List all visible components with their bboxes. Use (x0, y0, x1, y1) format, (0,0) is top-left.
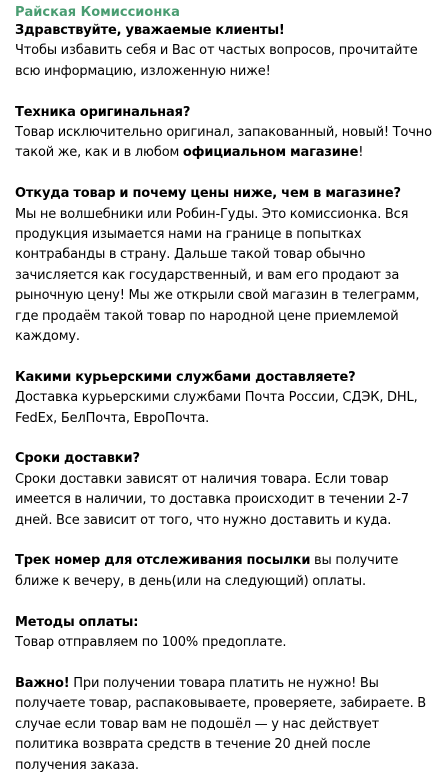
section-greeting (15, 21, 435, 82)
original-text-end: ! (358, 145, 364, 161)
message-text (15, 21, 435, 776)
couriers-heading: Какими курьерскими службами доставляете? (15, 369, 356, 385)
channel-name[interactable]: Райская Комиссионка (15, 5, 180, 20)
official-store-bold: официальном магазине (182, 145, 359, 161)
section-origin (15, 184, 435, 347)
payment-heading: Методы оплаты: (15, 614, 139, 630)
tracking-text: вы получите ближе к вечеру, в день(или на следующий) оплаты. (15, 553, 399, 589)
delivery-heading: Сроки доставки? (15, 451, 140, 467)
section-important (15, 674, 435, 776)
greeting-heading: Здравствуйте, уважаемые клиенты! (15, 23, 285, 38)
important-text: При получении товара платить не нужно! Вы получаете товар, распаковываете, проверяете, забираете. В случае если товар вам не подошёл — у нас действует политика возврата средств в течение 20 дней после получения заказа. (15, 675, 427, 773)
original-heading: Техника оригинальная? (15, 104, 191, 120)
section-tracking (15, 551, 435, 592)
section-couriers (15, 368, 435, 429)
tracking-bold: Трек номер для отслеживания посылки (15, 553, 311, 569)
greeting-text: Чтобы избавить себя и Вас от частых вопросов, прочитайте всю информацию, изложенную ниже! (15, 43, 418, 79)
origin-heading: Откуда товар и почему цены ниже, чем в магазине? (15, 186, 401, 202)
section-delivery (15, 449, 435, 531)
section-original (15, 103, 435, 164)
couriers-text: Доставка курьерскими службами Почта России, СДЭК, DHL, FedEx, БелПочта, ЕвроПочта. (15, 390, 418, 426)
original-text: Товар исключительно оригинал, запакованный, новый! Точно такой же, как и в любом (15, 125, 432, 161)
origin-text: Мы не волшебники или Робин-Гуды. Это комиссионка. Вся продукция изымается нами на границе в попытках контрабанды в страну. Дальше такой товар обычно зачисляется как государственный, и вам его продают за рыночную цену! Мы же открыли свой магазин в телеграмм, где продаём такой товар по народной цене приемлемой каждому. (15, 206, 420, 345)
important-bold: Важно! (15, 675, 70, 691)
delivery-text: Сроки доставки зависят от наличия товара. Если товар имеется в наличии, то доставка происходит в течении 2-7 дней. Все зависит от того, что нужно доставить и куда. (15, 471, 409, 528)
payment-text: Товар отправляем по 100% предоплате. (15, 635, 287, 651)
section-payment (15, 613, 435, 654)
